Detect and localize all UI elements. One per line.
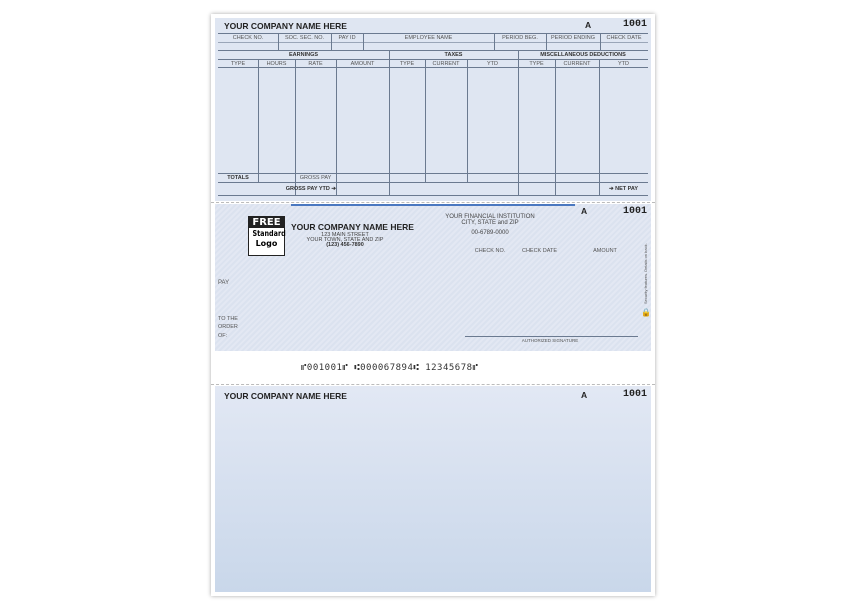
section-earnings: EARNINGS: [288, 52, 319, 58]
bottom-stub-number: 1001: [623, 389, 648, 400]
col-pay-id: PAY ID: [338, 35, 356, 41]
col-check-no: CHECK NO.: [232, 35, 264, 41]
col-hours: HOURS: [266, 61, 287, 67]
bottom-stub-series: A: [581, 390, 588, 400]
bottom-stub: [215, 386, 651, 592]
to-the-label: TO THE: [218, 316, 238, 322]
stub-check-number: 1001: [623, 19, 648, 30]
gross-pay-label: GROSS PAY: [299, 175, 332, 181]
col-tax-type: TYPE: [399, 61, 415, 67]
order-label: ORDER: [218, 324, 238, 330]
company-street: 123 MAIN STREET: [321, 232, 369, 238]
payroll-check-document: [211, 14, 655, 596]
col-tax-current: CURRENT: [432, 61, 460, 67]
top-stub: [215, 18, 651, 201]
bank-name: YOUR FINANCIAL INSTITUTION: [445, 214, 535, 220]
col-type: TYPE: [230, 61, 246, 67]
check-body: [215, 204, 651, 351]
section-misc-deductions: MISCELLANEOUS DEDUCTIONS: [540, 52, 626, 58]
col-misc-current: CURRENT: [563, 61, 591, 67]
check-no-label: CHECK NO.: [474, 248, 506, 254]
company-phone: (123) 456-7890: [326, 242, 364, 248]
gross-pay-ytd-label: GROSS PAY YTD ➔: [285, 186, 336, 192]
col-check-date: CHECK DATE: [606, 35, 642, 41]
of-label: OF:: [218, 333, 228, 339]
bottom-stub-company-name: YOUR COMPANY NAME HERE: [224, 391, 347, 401]
check-date-label: CHECK DATE: [521, 248, 558, 254]
col-employee-name: EMPLOYEE NAME: [404, 35, 453, 41]
col-rate: RATE: [308, 61, 323, 67]
logo: FREE Standard Logo: [248, 216, 285, 256]
col-amount: AMOUNT: [350, 61, 375, 67]
net-pay-label: ➔ NET PAY: [608, 186, 639, 192]
pay-label: PAY: [218, 280, 230, 286]
stub-company-name: YOUR COMPANY NAME HERE: [224, 21, 347, 31]
company-city: YOUR TOWN, STATE AND ZIP: [306, 237, 384, 243]
bank-city: CITY, STATE and ZIP: [461, 220, 519, 226]
col-ssn: SOC. SEC. NO.: [284, 35, 325, 41]
check-company-name: YOUR COMPANY NAME HERE: [291, 222, 414, 232]
micr-line: ⑈001001⑈ ⑆000067894⑆ 12345678⑈: [301, 363, 479, 373]
col-period-beg: PERIOD BEG.: [502, 35, 538, 41]
totals-label: TOTALS: [227, 175, 249, 181]
check-series: A: [581, 206, 588, 216]
check-number: 1001: [623, 206, 648, 217]
lock-icon: 🔒: [641, 308, 651, 317]
authorized-signature-label: AUTHORIZED SIGNATURE: [521, 338, 579, 343]
security-features-text: Security features. Details on back.: [643, 243, 648, 304]
col-misc-type: TYPE: [529, 61, 544, 67]
col-misc-ytd: YTD: [618, 61, 629, 67]
section-taxes: TAXES: [444, 52, 463, 58]
fraction-code: 00-6789-0000: [471, 230, 509, 236]
stub-series: A: [585, 20, 592, 30]
col-tax-ytd: YTD: [487, 61, 498, 67]
col-period-ending: PERIOD ENDING: [550, 35, 595, 41]
amount-label: AMOUNT: [593, 248, 617, 254]
